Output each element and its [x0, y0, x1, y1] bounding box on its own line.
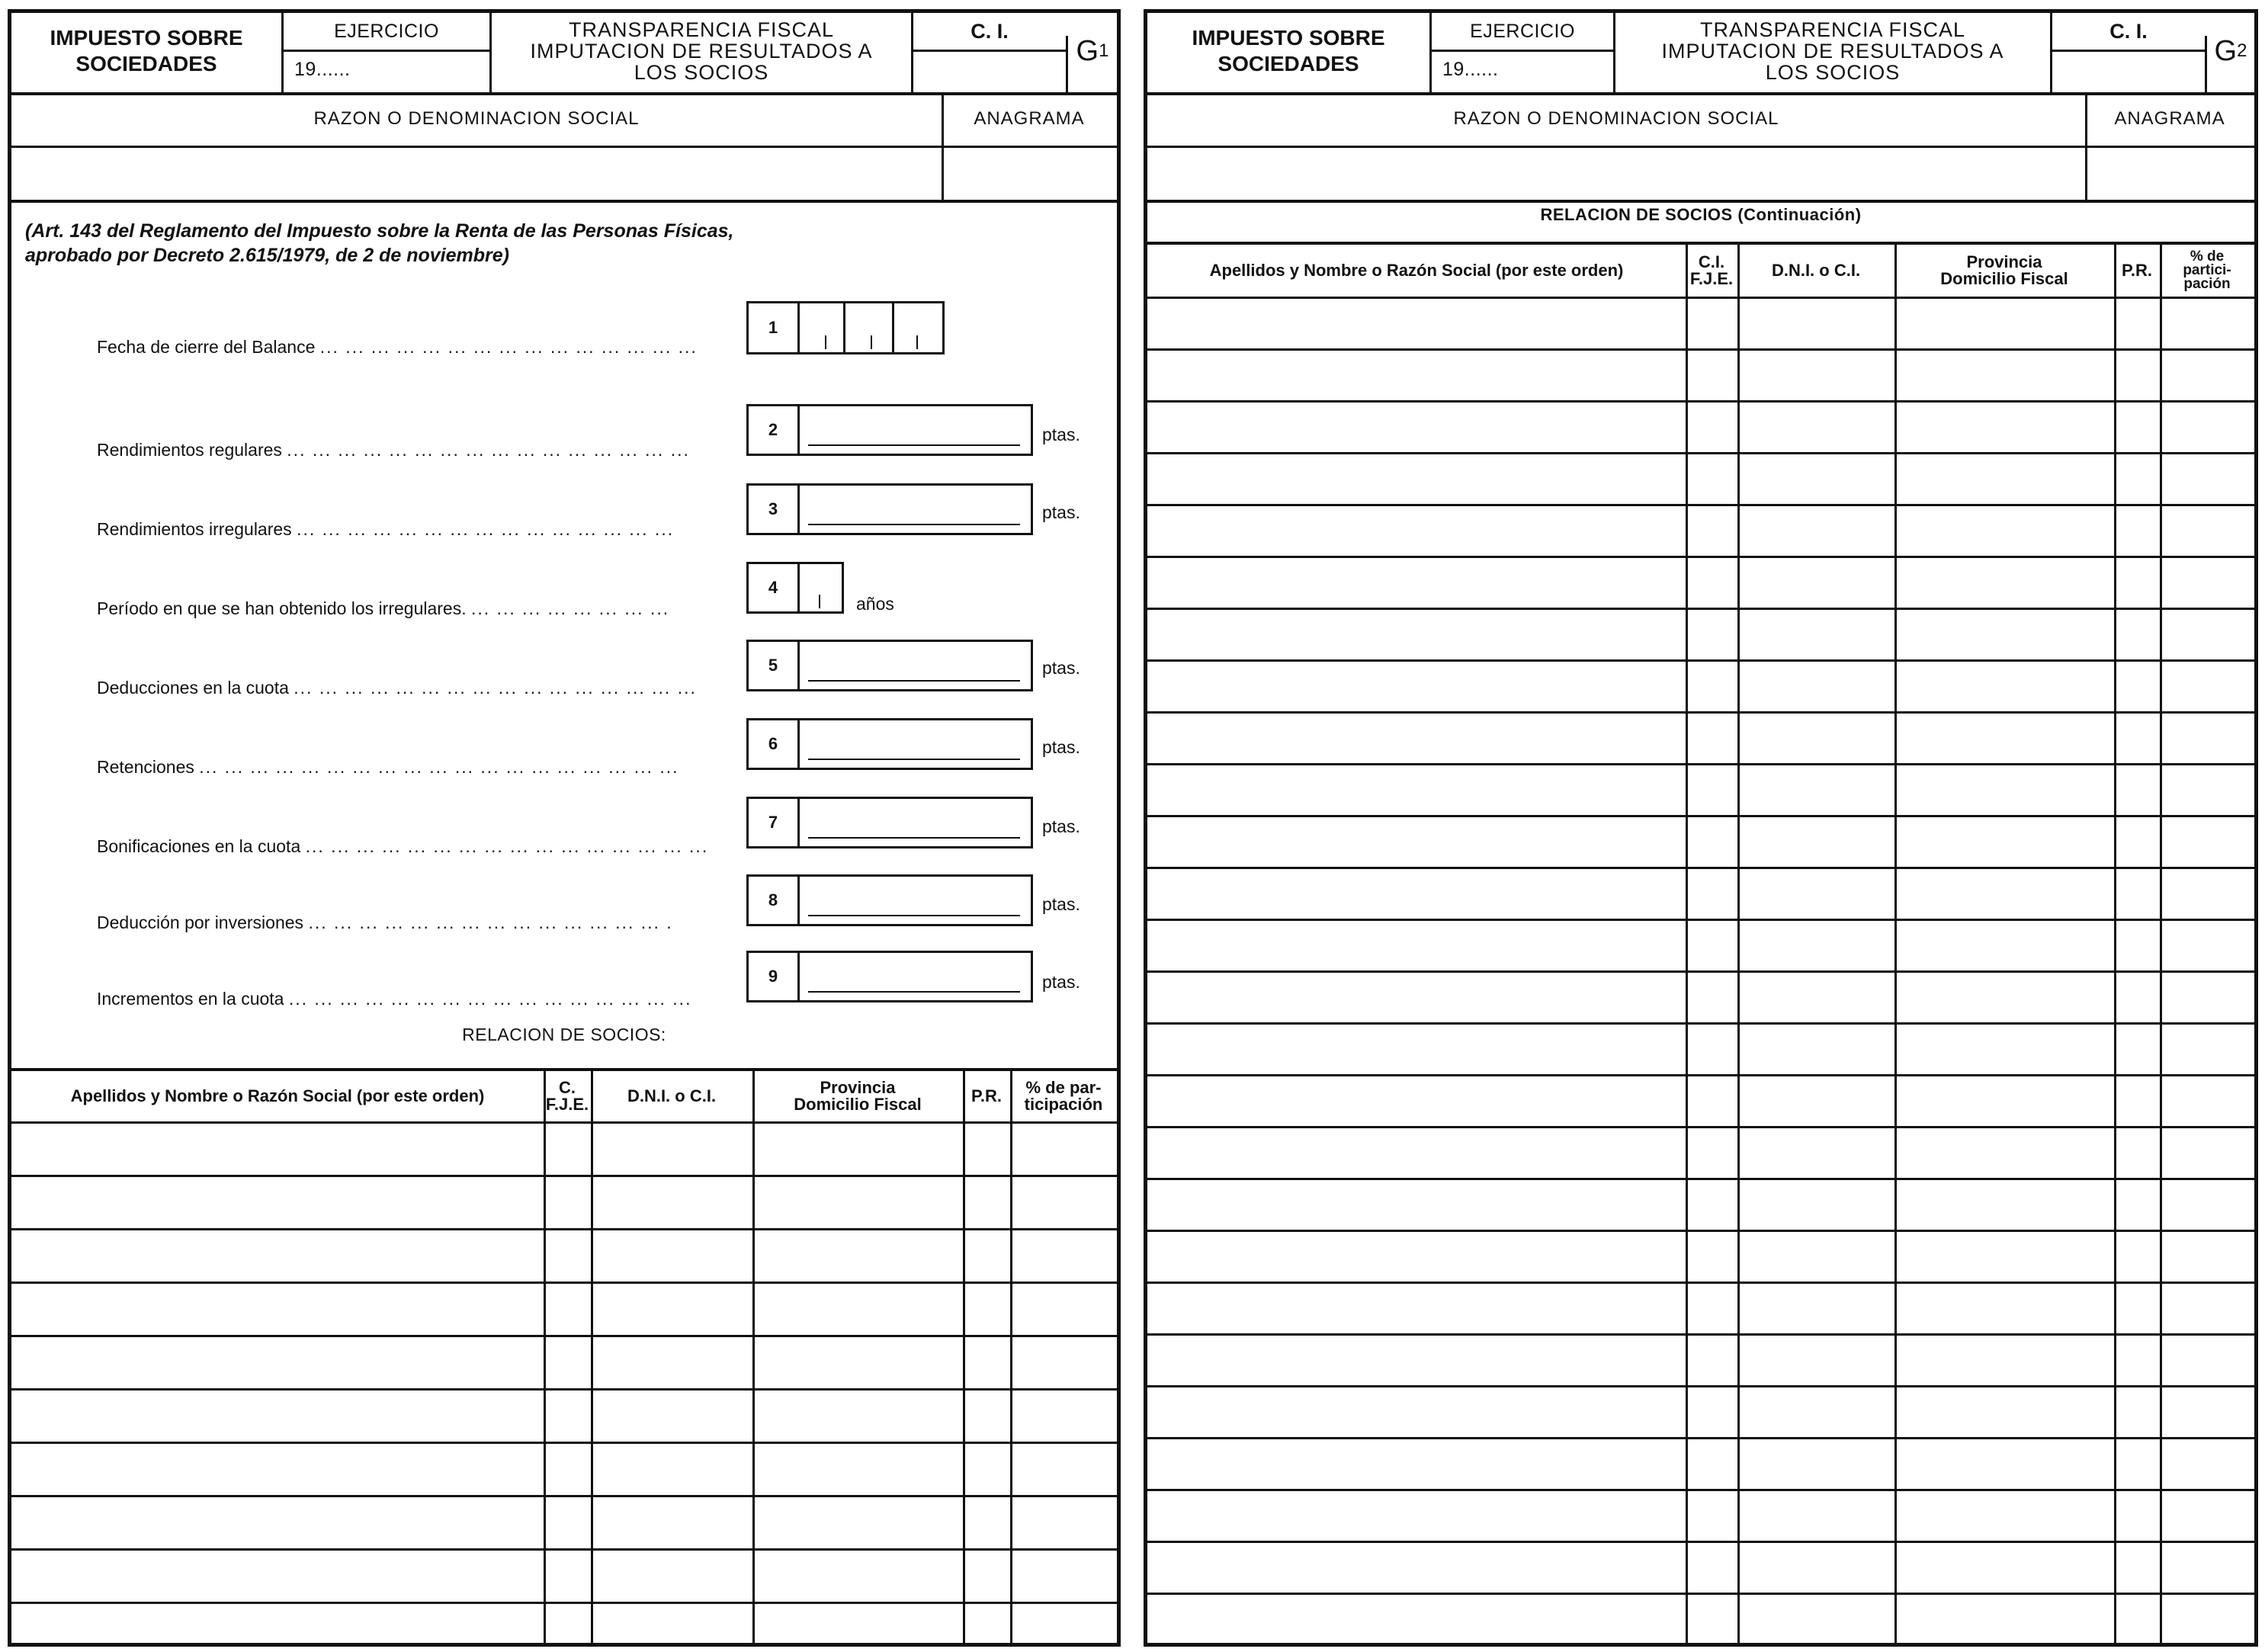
field-5-text: Deducciones en la cuota	[97, 678, 289, 698]
table-row[interactable]	[11, 1175, 1117, 1177]
table-column-divider	[1737, 245, 1740, 1646]
form-title-line1: TRANSPARENCIA FISCAL	[568, 18, 835, 41]
form-title-line2: IMPUTACION DE RESULTADOS A	[530, 40, 873, 63]
ci-input[interactable]	[2052, 53, 2205, 89]
table-row[interactable]	[1147, 504, 2254, 506]
table-column-divider	[591, 1071, 593, 1646]
field-6-unit: ptas.	[1042, 737, 1080, 757]
field-6-text: Retenciones	[97, 757, 194, 777]
table-row[interactable]	[11, 1602, 1117, 1604]
col-header-provincia-line1: Provincia	[820, 1078, 896, 1097]
table-row[interactable]	[1147, 1074, 2254, 1076]
col-header-cfje	[544, 1071, 591, 1121]
ci-input[interactable]	[913, 53, 1066, 89]
razon-header	[11, 92, 1117, 148]
form-title-line2: IMPUTACION DE RESULTADOS A	[1661, 40, 2004, 63]
col-header-cfje	[1686, 245, 1737, 297]
field-9-label: Incrementos en la cuota ... ... ... ... ... ... ... ... ... ... ... ... ... ... ... ...	[97, 989, 692, 1009]
table-column-divider	[2160, 245, 2162, 1646]
col-header-provincia	[752, 1071, 963, 1121]
table-row[interactable]	[1147, 1385, 2254, 1387]
form-header	[1147, 13, 2254, 95]
field-5-unit: ptas.	[1042, 658, 1080, 678]
anagrama-input[interactable]	[944, 148, 1117, 200]
table-row[interactable]	[11, 1228, 1117, 1230]
table-row[interactable]	[1147, 556, 2254, 558]
anagrama-label: ANAGRAMA	[974, 108, 1085, 129]
col-header-dni: D.N.I. o C.I.	[1771, 261, 1861, 280]
col-header-pr: P.R.	[2122, 261, 2152, 280]
socios-table	[1147, 242, 2254, 1646]
table-row[interactable]	[1147, 1489, 2254, 1491]
field-3-label: Rendimientos irregulares ... ... ... ... ... ... ... ... ... ... ... ... ... ... ...	[97, 519, 675, 539]
field-4-box[interactable]	[746, 562, 844, 614]
col-header-provincia	[1894, 245, 2114, 297]
col-header-pct-line2: ticipación	[1024, 1095, 1103, 1114]
field-7-box[interactable]	[746, 797, 1033, 848]
table-row[interactable]	[1147, 400, 2254, 403]
table-row[interactable]	[1147, 608, 2254, 610]
field-2-label: Rendimientos regulares ... ... ... ... ... ... ... ... ... ... ... ... ... ... ... ...	[97, 440, 690, 460]
table-row[interactable]	[1147, 763, 2254, 765]
field-6-number: 6	[749, 720, 800, 768]
table-row[interactable]	[1147, 1126, 2254, 1128]
table-row[interactable]	[1147, 297, 2254, 299]
ejercicio-cell	[284, 13, 489, 89]
field-5-number: 5	[749, 642, 800, 689]
field-4-number: 4	[749, 564, 800, 611]
table-row[interactable]	[1147, 1282, 2254, 1284]
table-row[interactable]	[1147, 815, 2254, 817]
field-8-unit: ptas.	[1042, 894, 1080, 914]
article-note	[25, 219, 733, 268]
field-1-label: Fecha de cierre del Balance ... ... ... ... ... ... ... ... ... ... ... ... ... ... ...	[97, 337, 698, 357]
col-header-cfje-line1: C.I.	[1698, 252, 1725, 271]
col-header-pct-line1: % de par-	[1025, 1078, 1102, 1097]
table-row[interactable]	[1147, 452, 2254, 454]
form-code-sub: 2	[2237, 40, 2247, 61]
col-header-participacion	[1010, 1071, 1117, 1121]
field-2-box[interactable]	[746, 404, 1033, 456]
field-9-text: Incrementos en la cuota	[97, 989, 284, 1009]
form-code	[1068, 13, 1117, 89]
field-7-label: Bonificaciones en la cuota ... ... ... ... ... ... ... ... ... ... ... ... ... ... ... ...	[97, 836, 709, 856]
form-title-line3: LOS SOCIOS	[634, 61, 769, 84]
col-header-cfje-line2: F.J.E.	[545, 1095, 589, 1114]
col-header-pct-line3: pación	[2183, 276, 2231, 292]
table-row[interactable]	[1147, 1437, 2254, 1439]
field-7-text: Bonificaciones en la cuota	[97, 836, 301, 856]
table-row[interactable]	[11, 1282, 1117, 1284]
razon-header	[1147, 92, 2254, 148]
field-5-label: Deducciones en la cuota ... ... ... ... ... ... ... ... ... ... ... ... ... ... ... ...	[97, 678, 697, 698]
col-header-provincia-line1: Provincia	[1966, 252, 2042, 271]
form-title-line1: TRANSPARENCIA FISCAL	[1699, 18, 1966, 41]
field-7-unit: ptas.	[1042, 816, 1080, 836]
table-row[interactable]	[1147, 1022, 2254, 1025]
razon-input[interactable]	[1147, 148, 2085, 200]
form-code-letter: G	[1076, 34, 1099, 67]
ci-label: C. I.	[2109, 19, 2148, 43]
tax-title-line1: IMPUESTO SOBRE	[1192, 26, 1385, 50]
razon-input[interactable]	[11, 148, 942, 200]
table-row[interactable]	[1147, 1178, 2254, 1180]
field-1-box[interactable]	[746, 301, 945, 354]
table-column-divider	[1686, 245, 1688, 1646]
field-6-label: Retenciones ... ... ... ... ... ... ... ... ... ... ... ... ... ... ... ... ... ... ...	[97, 757, 679, 777]
ci-cell	[913, 13, 1066, 89]
table-column-divider	[544, 1071, 546, 1646]
table-row[interactable]	[1147, 970, 2254, 973]
table-column-divider	[1894, 245, 1897, 1646]
table-row[interactable]	[1147, 867, 2254, 869]
col-header-provincia-line2: Domicilio Fiscal	[1940, 269, 2068, 288]
field-4-unit: años	[856, 594, 894, 614]
socios-table	[11, 1068, 1117, 1646]
field-3-box[interactable]	[746, 483, 1033, 535]
table-row[interactable]	[1147, 659, 2254, 662]
field-8-box[interactable]	[746, 874, 1033, 926]
tax-title	[1147, 13, 1429, 89]
tax-title-line2: SOCIEDADES	[75, 52, 217, 75]
anagrama-input[interactable]	[2087, 148, 2254, 200]
table-row[interactable]	[1147, 711, 2254, 714]
field-2-number: 2	[749, 406, 800, 454]
form-g1	[8, 9, 1121, 1647]
ejercicio-label: EJERCICIO	[1470, 20, 1575, 42]
field-9-number: 9	[749, 953, 800, 1000]
field-3-number: 3	[749, 486, 800, 533]
field-2-unit: ptas.	[1042, 425, 1080, 444]
tax-title-line2: SOCIEDADES	[1218, 52, 1359, 75]
col-header-cfje-line2: F.J.E.	[1689, 269, 1734, 288]
table-row[interactable]	[1147, 919, 2254, 921]
field-8-label: Deducción por inversiones ... ... ... ... ... ... ... ... ... ... ... ... ... ... .	[97, 913, 673, 932]
table-row[interactable]	[11, 1548, 1117, 1551]
form-code-letter: G	[2214, 34, 2238, 67]
ejercicio-cell	[1432, 13, 1613, 89]
form-code-sub: 1	[1099, 40, 1109, 61]
field-6-box[interactable]	[746, 718, 1033, 770]
ejercicio-value[interactable]: 19......	[294, 59, 351, 80]
field-9-unit: ptas.	[1042, 972, 1080, 992]
col-header-nombre: Apellidos y Nombre o Razón Social (por este orden)	[70, 1086, 485, 1105]
col-header-cfje-line1: C.	[559, 1078, 576, 1097]
col-header-provincia-line2: Domicilio Fiscal	[794, 1095, 922, 1114]
col-header-pct-line2: partici-	[2183, 262, 2231, 278]
table-row[interactable]	[11, 1388, 1117, 1391]
ejercicio-label: EJERCICIO	[334, 20, 439, 42]
form-code	[2207, 13, 2254, 89]
table-row[interactable]	[1147, 348, 2254, 351]
field-5-box[interactable]	[746, 640, 1033, 691]
table-column-divider	[2114, 245, 2116, 1646]
table-column-divider	[1010, 1071, 1012, 1646]
field-1-text: Fecha de cierre del Balance	[97, 337, 316, 357]
col-header-pct-line1: % de	[2190, 249, 2225, 265]
form-title-line3: LOS SOCIOS	[1765, 61, 1901, 84]
table-row[interactable]	[11, 1335, 1117, 1337]
table-column-divider	[752, 1071, 755, 1646]
relacion-title: RELACION DE SOCIOS:	[462, 1025, 666, 1044]
table-row[interactable]	[11, 1495, 1117, 1497]
table-row[interactable]	[1147, 1230, 2254, 1232]
relacion-title: RELACION DE SOCIOS (Continuación)	[1540, 205, 1862, 224]
field-9-box[interactable]	[746, 951, 1033, 1002]
table-row[interactable]	[1147, 1333, 2254, 1336]
article-line2: aprobado por Decreto 2.615/1979, de 2 de noviembre)	[25, 245, 509, 266]
field-3-unit: ptas.	[1042, 502, 1080, 522]
field-3-text: Rendimientos irregulares	[97, 519, 292, 539]
col-header-participacion	[2160, 245, 2254, 297]
form-header	[11, 13, 1117, 95]
form-g2	[1144, 9, 2258, 1647]
razon-input-row	[11, 148, 1117, 203]
anagrama-label: ANAGRAMA	[2114, 108, 2225, 129]
ejercicio-value[interactable]: 19......	[1442, 59, 1499, 80]
col-header-dni: D.N.I. o C.I.	[627, 1086, 717, 1105]
ci-label: C. I.	[970, 19, 1009, 43]
article-line1: (Art. 143 del Reglamento del Impuesto sobre la Renta de las Personas Físicas,	[25, 220, 734, 242]
table-row[interactable]	[11, 1121, 1117, 1124]
table-row[interactable]	[1147, 1593, 2254, 1595]
form-title	[1615, 13, 2050, 89]
field-1-number: 1	[749, 303, 800, 352]
form-title	[492, 13, 911, 89]
table-column-divider	[963, 1071, 965, 1646]
razon-label: RAZON O DENOMINACION SOCIAL	[313, 108, 640, 129]
field-4-label: Período en que se han obtenido los irregulares. ... ... ... ... ... ... ... ...	[97, 598, 670, 618]
table-row[interactable]	[1147, 1541, 2254, 1543]
tax-title	[11, 13, 281, 89]
field-2-text: Rendimientos regulares	[97, 440, 282, 460]
ci-cell	[2052, 13, 2205, 89]
tax-title-line1: IMPUESTO SOBRE	[50, 26, 243, 50]
col-header-nombre: Apellidos y Nombre o Razón Social (por este orden)	[1209, 261, 1624, 280]
field-7-number: 7	[749, 799, 800, 846]
field-8-text: Deducción por inversiones	[97, 913, 304, 932]
table-row[interactable]	[11, 1442, 1117, 1444]
field-4-text: Período en que se han obtenido los irregulares.	[97, 598, 467, 618]
razon-input-row	[1147, 148, 2254, 203]
razon-label: RAZON O DENOMINACION SOCIAL	[1453, 108, 1779, 129]
col-header-pr: P.R.	[971, 1086, 1002, 1105]
field-8-number: 8	[749, 877, 800, 924]
